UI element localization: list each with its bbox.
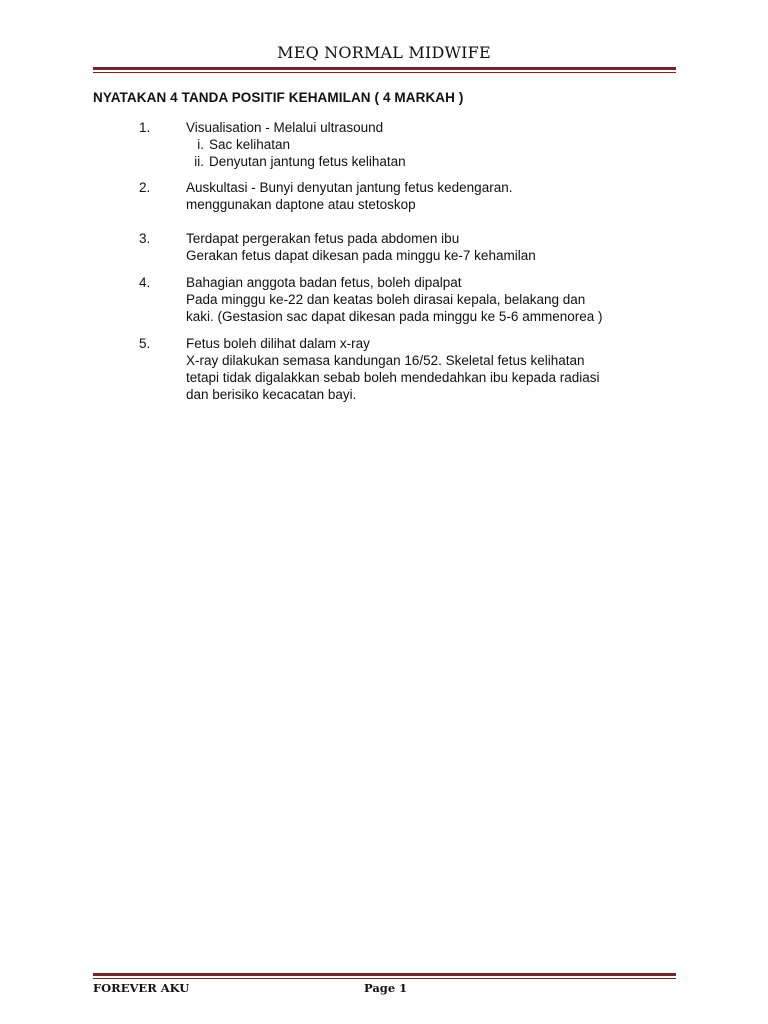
footer-divider [93,973,676,979]
item-line: Auskultasi - Bunyi denyutan jantung fetus kedengaran. [186,180,513,195]
item-line: kaki. (Gestasion sac dapat dikesan pada minggu ke 5-6 ammenorea ) [186,309,603,324]
item-number: 3. [139,231,151,246]
page-number: Page 1 [364,981,408,995]
item-body [186,230,676,264]
item-line: menggunakan daptone atau stetoskop [186,197,416,212]
item-line: Terdapat pergerakan fetus pada abdomen ibu [186,231,460,246]
item-number: 4. [139,275,151,290]
item-line: Visualisation - Melalui ultrasound [186,120,384,135]
item-line: Gerakan fetus dapat dikesan pada minggu ke-7 kehamilan [186,248,536,263]
page-header-title: MEQ NORMAL MIDWIFE [277,43,491,62]
item-number: 2. [139,180,151,195]
item-number: 1. [139,120,151,135]
item-number: 5. [139,336,151,351]
item-body [186,119,676,170]
item-line: X-ray dilakukan semasa kandungan 16/52. Skeletal fetus kelihatan [186,353,585,368]
sub-item-text: Denyutan jantung fetus kelihatan [209,154,406,169]
sub-item-marker: ii. [194,154,204,169]
item-line: tetapi tidak digalakkan sebab boleh mendedahkan ibu kepada radiasi [186,370,600,385]
question-heading: NYATAKAN 4 TANDA POSITIF KEHAMILAN ( 4 MARKAH ) [93,90,464,105]
footer-author: FOREVER AKU [93,981,190,995]
item-body [186,274,676,325]
item-body [186,179,676,213]
header-divider [93,67,676,73]
sub-item [186,136,676,153]
item-line: dan berisiko kecacatan bayi. [186,387,357,402]
item-line: Fetus boleh dilihat dalam x-ray [186,336,370,351]
sub-item-text: Sac kelihatan [209,137,291,152]
item-line: Bahagian anggota badan fetus, boleh dipalpat [186,275,462,290]
item-body [186,335,676,403]
sub-item [186,153,676,170]
item-line: Pada minggu ke-22 dan keatas boleh dirasai kepala, belakang dan [186,292,586,307]
sub-item-marker: i. [197,137,204,152]
